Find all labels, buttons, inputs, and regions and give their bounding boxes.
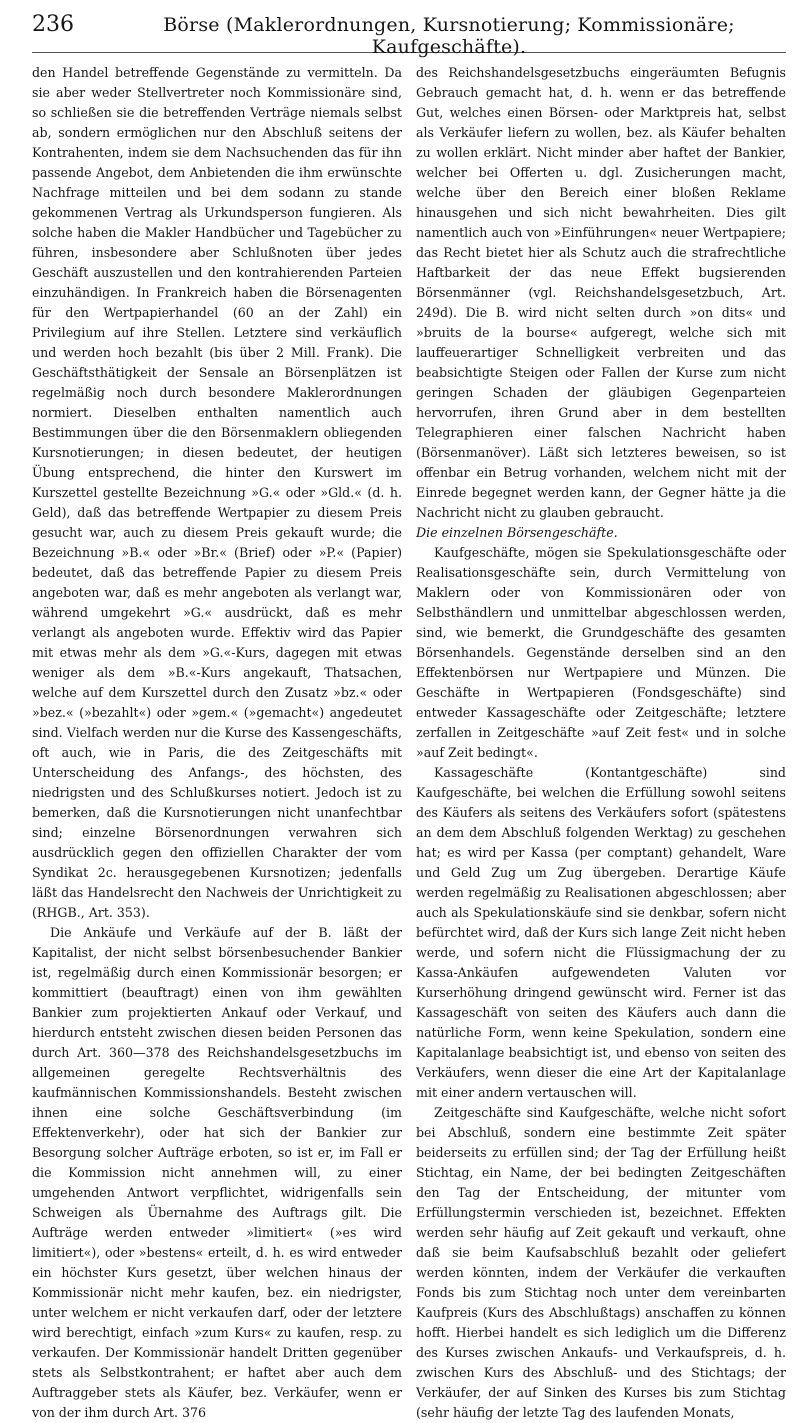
paragraph: des Reichshandelsgesetzbuchs eingeräumten Befugnis Gebrauch gemacht hat, d. h. wenn er das betreffende Gut, welches einen Börsen- oder Marktpreis hat, selbst als Verkäufer liefern zu wollen, bez. als Käufer behalten zu wollen erklärt. Nicht minder aber haftet der Bankier, welcher bei Offerten u. dgl. Zusicherungen macht, welche über den Bereich einer bloßen Reklame hinausgehen und sich nicht bewahrheiten. Dies gilt namentlich auch von »Einführungen« neuer Wertpapiere; das Recht bietet hier als Schutz auch die strafrechtliche Haftbarkeit der das neue Effekt bugsierenden Börsenmänner (vgl. Reichshandelsgesetzbuch, Art. 249d). Die B. wird nicht selten durch »on dits« und »bruits de la bourse« aufgeregt, welche sich mit lauffeuerartiger Schnelligkeit verbreiten und das beabsichtigte Steigen oder Fallen der Kurse zum nicht geringen Schaden der gläubigen Gegenparteien hervorrufen, ihren Grund aber in dem bestellten Telegraphieren einer falschen Nachricht haben (Börsenmanöver). Läßt sich letzteres beweisen, so ist offenbar ein Betrug vorhanden, welchem nicht mit der Einrede begegnet werden kann, der Gegner hätte ja die Nachricht nicht zu glauben gebraucht. — [416, 65, 786, 520]
running-head: Börse (Maklerordnungen, Kursnotierung; Kommissionäre; Kaufgeschäfte). — [163, 14, 735, 58]
section-subheading: Die einzelnen Börsengeschäfte. — [416, 525, 618, 540]
paragraph: Kaufgeschäfte, mögen sie Spekulationsgeschäfte oder Realisationsgeschäfte sein, durch Vermittelung von Maklern oder von Kommissionären oder von Selbsthändlern und unmittelbar abgeschlossen werden, sind, wie bemerkt, die Grundgeschäfte des gesamten Börsenhandels. Gegenstände derselben sind an den Effektenbörsen nur Wertpapiere und Münzen. Die Geschäfte in Wertpapieren (Fondsgeschäfte) sind entweder Kassageschäfte oder Zeitgeschäfte; letztere zerfallen in Zeitgeschäfte »auf Zeit fest« und in solche »auf Zeit bedingt«. — [416, 545, 786, 760]
paragraph: Zeitgeschäfte sind Kaufgeschäfte, welche nicht sofort bei Abschluß, sondern eine bestimmte Zeit später beiderseits zu erfüllen sind; der Tag der Erfüllung heißt Stichtag, ein Name, der bei bedingten Zeitgeschäften den Tag der Entscheidung, der mitunter vom Erfüllungstermin verschieden ist, bezeichnet. Effekten werden sehr häufig auf Zeit gekauft und verkauft, ohne daß sie beim Kaufsabschluß bezahlt oder geliefert werden könnten, indem der Verkäufer die verkauften Fonds bis zum Stichtag noch unter dem vereinbarten Kaufpreis (Kurs des Abschlußtags) anschaffen zu können hofft. Hierbei handelt es sich lediglich um die Differenz des Kurses zwischen Ankaufs- und Verkaufspreis, d. h. zwischen Kurs des Abschluß- und des Stichtags; der Verkäufer, der auf Sinken des Kurses bis zum Stichtag (sehr häufig der letzte Tag des laufenden Monats, — [416, 1105, 786, 1420]
page-number: 236 — [32, 12, 74, 37]
right-column — [416, 63, 786, 1423]
text-columns — [32, 63, 786, 1423]
paragraph: Die Ankäufe und Verkäufe auf der B. läßt der Kapitalist, der nicht selbst börsenbesuchender Bankier ist, regelmäßig durch einen Kommissionär besorgen; er kommittiert (beauftragt) einen von ihm gewählten Bankier zum projektierten Ankauf oder Verkauf, und hierdurch entsteht zwischen diesen beiden Personen das durch Art. 360—378 des Reichshandelsgesetzbuchs im allgemeinen geregelte Rechtsverhältnis des kaufmännischen Kommissionshandels. Besteht zwischen ihnen eine solche Geschäftsverbindung (im Effektenverkehr), oder hat sich der Bankier zur Besorgung solcher Aufträge erboten, so ist er, im Fall er die Kommission nicht annehmen will, zu einer umgehenden Antwort verpflichtet, widrigenfalls sein Schweigen als Übernahme des Auftrags gilt. Die Aufträge werden entweder »limitiert« (»es wird limitiert«), oder »bestens« erteilt, d. h. es wird entweder ein höchster Kurs gesetzt, über welchen hinaus der Kommissionär nicht mehr kaufen, bez. ein niedrigster, unter welchem er nicht verkaufen darf, oder der letztere wird berechtigt, einfach »zum Kurs« zu kaufen, resp. zu verkaufen. Der Kommissionär handelt Dritten gegenüber stets als Selbstkontrahent; er haftet aber auch dem Auftraggeber stets als Käufer, bez. Verkäufer, wenn er von der ihm durch Art. 376 — [32, 925, 402, 1420]
page-header — [32, 12, 786, 58]
paragraph: den Handel betreffende Gegenstände zu vermitteln. Da sie aber weder Stellvertreter noch Kommissionäre sind, so schließen sie die betreffenden Verträge niemals selbst ab, sondern ermöglichen nur den Abschluß seitens der Kontrahenten, indem sie dem Nachsuchenden das für ihn passende Angebot, dem Anbietenden die ihm erwünschte Nachfrage mitteilen und bei dem sodann zu stande gekommenen Vertrag als Urkundsperson fungieren. Als solche haben die Makler Handbücher und Tagebücher zu führen, insbesondere aber Schlußnoten über jedes Geschäft auszustellen und den kontrahierenden Parteien einzuhändigen. In Frankreich haben die Börsenagenten für den Wertpapierhandel (60 an der Zahl) ein Privilegium auf ihre Stellen. Letztere sind verkäuflich und werden hoch bezahlt (bis über 2 Mill. Frank). Die Geschäftsthätigkeit der Sensale an Börsenplätzen ist regelmäßig noch durch besondere Maklerordnungen normiert. Dieselben enthalten namentlich auch Bestimmungen über die den Börsenmaklern obliegenden Kursnotierungen; in diesen bedeutet, der heutigen Übung entsprechend, die hinter den Kurswert im Kurszettel gestellte Bezeichnung »G.« oder »Gld.« (d. h. Geld), daß das betreffende Wertpapier zu diesem Preis gesucht war, auch zu diesem Preis gekauft wurde; die Bezeichnung »B.« oder »Br.« (Brief) oder »P.« (Papier) bedeutet, daß das betreffende Papier zu diesem Preis angeboten war, daß es mehr angeboten als verlangt war, während umgekehrt »G.« ausdrückt, daß es mehr verlangt als angeboten wurde. Effektiv wird das Papier mit etwas mehr als dem »G.«-Kurs, dagegen mit etwas weniger als dem »B.«-Kurs angekauft, Thatsachen, welche auf dem Kurszettel durch den Zusatz »bz.« oder »bez.« (»bezahlt«) oder »gem.« (»gemacht«) angedeutet sind. Vielfach werden nur die Kurse des Kassengeschäfts, oft auch, wie in Paris, die des Zeitgeschäfts mit Unterscheidung des Anfangs-, des höchsten, des niedrigsten und des Schlußkurses notiert. Jedoch ist zu bemerken, daß die Kursnotierungen nicht unanfechtbar sind; einzelne Börsenordnungen verwahren sich ausdrücklich gegen den offiziellen Charakter der vom Syndikat 2c. herausgegebenen Kursnotizen; jedenfalls läßt das Handelsrecht den Nachweis der Unrichtigkeit zu (RHGB., Art. 353). — [32, 65, 402, 920]
paragraph: Kassageschäfte (Kontantgeschäfte) sind Kaufgeschäfte, bei welchen die Erfüllung sowohl seitens des Käufers als seitens des Verkäufers sofort (spätestens an dem dem Abschluß folgenden Werktag) zu geschehen hat; es wird per Kassa (per comptant) gehandelt, Ware und Geld Zug um Zug übergeben. Derartige Käufe werden regelmäßig zu Realisationen abgeschlossen; aber auch als Spekulationskäufe sind sie denkbar, sofern nicht befürchtet wird, daß der Kurs sich lange Zeit nicht heben werde, und sofern nicht die Flüssigmachung der zu Kassa-Ankäufen aufgewendeten Valuten vor Kurserhöhung dringend gewünscht wird. Ferner ist das Kassageschäft von seiten des Käufers auch dann die natürliche Form, wenn keine Spekulation, sondern eine Kapitalanlage beabsichtigt ist, und ebenso von seiten des Verkäufers, wenn dieser die eine Art der Kapitalanlage mit einer andern vertauschen will. — [416, 765, 786, 1100]
left-column — [32, 63, 402, 1423]
